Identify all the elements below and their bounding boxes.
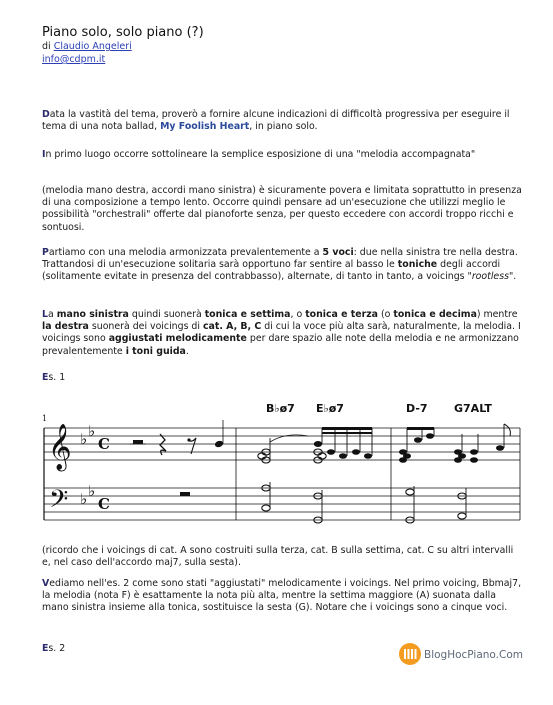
measure-3-bass [406,486,466,523]
text: : due nella sinistra tre nella destra. Trattandosi di un'esecuzione solitaria sarà opportuno far sentire al basso le [42,247,518,271]
song-title: My Foolish Heart [160,121,250,133]
bass-staff [44,488,520,520]
chord-symbol: D-7 [406,402,428,415]
measure-3-treble [399,424,510,463]
text: suonerà dei voicings di [88,321,203,333]
paragraph-harmony [42,247,522,284]
chord-symbol: B♭ø7 [266,402,295,415]
paragraph-categories [42,545,522,569]
text: ". [508,271,517,283]
paragraph-hands [42,309,522,358]
byline-prefix: di [42,41,51,52]
drop-letter: E [42,643,49,654]
bold-text: mano sinistra [56,309,129,320]
drop-letter: L [42,309,48,320]
bold-text: toniche [397,259,438,271]
half-rest [133,440,143,444]
italic-text: rootless [471,271,509,283]
bold-text: i toni guida [125,345,186,357]
text: ediamo nell'es. 2 come sono stati "aggiustati" melodicamente i voicings. Nel primo voicing, Bbmaj7, la melodia (nota F) è esattamente la nota più alta, mentre la settima maggiore (A) suonata dalla mano sinistra insieme alla tonica, sostituisce la sesta (G). Notare che i voicings sono a cinque voci. [42,578,522,614]
text: a [47,309,57,320]
text: , o [290,309,306,320]
treble-clef-icon: 𝄞 [48,424,72,470]
text: per dare spazio alle note della melodia e ne armonizzano prevalentemente [42,333,519,357]
bold-text: tonica e terza [305,309,379,320]
byline [42,41,132,52]
drop-letter: I [42,149,46,160]
text: (ricordo che i voicings di cat. A sono costruiti sulla terza, cat. B sulla settima, cat. C su altri intervalli e, nel caso dell'accordo maj7, sulla sesta). [42,545,514,569]
music-score [38,394,523,534]
time-signature-bass: C [98,495,110,513]
drop-letter: E [42,372,49,383]
text: ) mentre [476,309,518,320]
watermark-logo [398,640,523,668]
author-link[interactable]: Claudio Angeleri [53,41,132,52]
text: quindi suonerà [128,309,205,320]
paragraph-intro [42,109,522,133]
svg-text:♭: ♭ [80,430,88,448]
bass-clef-icon: 𝄢 [49,485,69,520]
measure-2-treble [258,427,372,463]
text: (melodia mano destra, accordi mano sinistra) è sicuramente povera e limitata soprattutto in presenza di una composizione a tempo lento. Occorre quindi pensare ad un'esecuzione che utilizzi meglio le possibilità "orchestrali" offerte dal pianoforte senza, per questo eccedere con accordi troppo ricchi e sontuosi. [42,185,522,233]
bass-half-rest [180,492,190,496]
watermark-text: BlogHocPiano.Com [424,649,523,661]
text: artiamo con una melodia armonizzata prevalentemente a [48,247,323,258]
drop-letter: D [42,109,50,120]
measure-number: 1 [42,414,48,423]
time-signature-treble: C [98,435,110,453]
pickup-note [214,440,224,449]
text: s. 2 [48,643,66,654]
text: di cui la voce più alta sarà, naturalmente, la melodia. I voicings sono [42,321,521,345]
page-title: Piano solo, solo piano (?) [42,25,204,40]
paragraph-melody [42,185,522,234]
text: . [185,345,189,357]
piano-logo-icon [399,643,421,665]
chord-symbol: G7ALT [454,402,492,415]
bold-text: aggiustati melodicamente [108,333,247,345]
chord-symbol: E♭ø7 [316,402,344,415]
bold-text: tonica e decima [393,309,477,320]
text: (o [378,309,394,320]
drop-letter: P [42,247,49,258]
treble-staff [44,428,520,460]
bold-text: cat. A, B, C [202,321,262,333]
drop-letter: V [42,578,50,589]
paragraph-adjusted [42,578,522,615]
text: ata la vastità del tema, proverò a fornire alcune indicazioni di difficoltà progressiva per eseguire il tema di una nota ballad, [42,109,510,133]
svg-text:♭: ♭ [88,422,96,440]
svg-text:♭: ♭ [88,482,96,500]
paragraph-first [42,149,522,161]
text: n primo luogo occorre sottolineare la semplice esposizione di una "melodia accompagnata" [45,149,476,160]
bold-text: la destra [42,321,89,333]
bold-text: tonica e settima [204,309,291,320]
example-label-1 [42,372,522,384]
text: degli accordi (solitamente evitate in presenza del contrabbasso), alternate, di tanto in tanto, a voicings " [42,259,501,283]
email-text: info@cdpm.it [42,54,106,65]
text: , in piano solo. [249,121,318,133]
text: s. 1 [48,372,66,383]
svg-text:♭: ♭ [80,490,88,508]
email-link[interactable] [42,54,105,65]
bold-text: 5 voci [322,247,354,258]
